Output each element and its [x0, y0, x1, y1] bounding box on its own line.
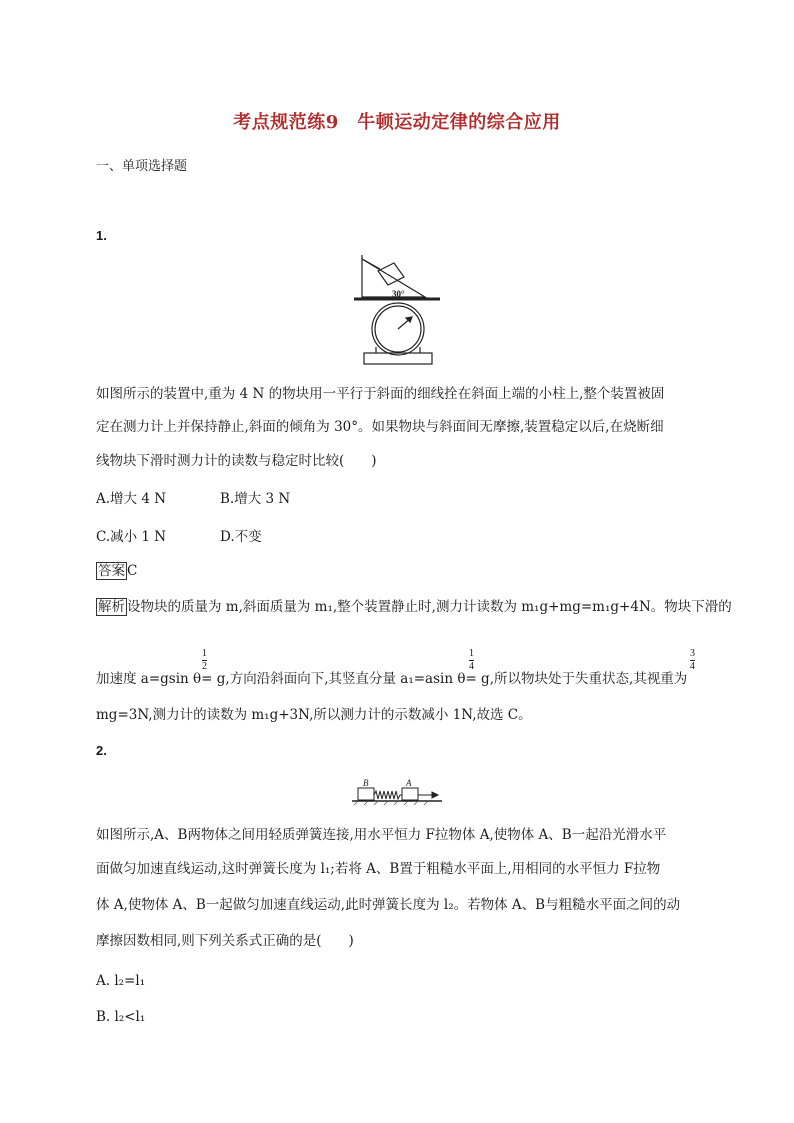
fraction-1: [202, 648, 207, 672]
option-c: C.减小 1 N: [96, 529, 167, 545]
option-b: B.增大 3 N: [220, 491, 291, 507]
question-1-number: 1.: [96, 228, 107, 243]
fraction-2-numerator: 1: [469, 648, 474, 659]
angle-label: 30°: [392, 289, 405, 299]
analysis-label: 解析: [98, 599, 125, 615]
answer-row: [96, 562, 137, 580]
q2-option-b: B. l₂<l₁: [96, 1009, 146, 1025]
option-a: A.增大 4 N: [96, 491, 167, 507]
analysis-line-3: mg=3N,测力计的读数为 m₁g+3N,所以测力计的示数减小 1N,故选 C。: [96, 707, 532, 723]
page-title: 考点规范练9 牛顿运动定律的综合应用: [233, 112, 561, 133]
fraction-2-denominator: 4: [469, 661, 474, 672]
analysis-line-1: 设物块的质量为 m,斜面质量为 m₁,整个装置静止时,测力计读数为 m₁g+mg=m₁g+4N。物块下滑的: [127, 599, 732, 615]
option-d: D.不变: [220, 529, 262, 545]
analysis-line-2: 加速度 a=gsin θ= g,方向沿斜面向下,其竖直分量 a₁=asin θ= g,所以物块处于失重状态,其视重为: [96, 671, 688, 687]
fraction-2: [469, 648, 474, 672]
answer-label: 答案: [98, 563, 125, 579]
block-b-label: B: [363, 778, 369, 788]
block-a-label: A: [406, 778, 412, 788]
incline-scale-figure: [350, 255, 445, 370]
question-2-line-3: 体 A,使物体 A、B一起做匀加速直线运动,此时弹簧长度为 l₂。若物体 A、B与粗糙水平面之间的动: [96, 897, 681, 913]
question-2-line-1: 如图所示,A、B两物体之间用轻质弹簧连接,用水平恒力 F拉物体 A,使物体 A、B一起沿光滑水平: [96, 827, 667, 843]
analysis-row-1: [96, 598, 732, 616]
question-1-line-1: 如图所示的装置中,重为 4 N 的物块用一平行于斜面的细线拴在斜面上端的小柱上,整个装置被固: [96, 386, 665, 402]
section-heading: 一、单项选择题: [96, 159, 188, 174]
q2-option-a: A. l₂=l₁: [96, 973, 146, 989]
fraction-3-numerator: 3: [690, 648, 695, 659]
fraction-3-denominator: 4: [690, 661, 695, 672]
answer-value: C: [127, 563, 138, 579]
question-2-line-4: 摩擦因数相同,则下列关系式正确的是( ): [96, 933, 354, 949]
fraction-1-denominator: 2: [202, 661, 207, 672]
question-2-line-2: 面做匀加速直线运动,这时弹簧长度为 l₁;若将 A、B置于粗糙水平面上,用相同的水平恒力 F拉物: [96, 861, 661, 877]
spring-blocks-figure: [352, 776, 444, 806]
fraction-3: [690, 648, 695, 672]
question-1-line-2: 定在测力计上并保持静止,斜面的倾角为 30°。如果物块与斜面间无摩擦,装置稳定以后,在烧断细: [96, 419, 664, 435]
question-2-number: 2.: [96, 743, 107, 758]
fraction-1-numerator: 1: [202, 648, 207, 659]
question-1-line-3: 线物块下滑时测力计的读数与稳定时比较( ): [96, 453, 377, 469]
